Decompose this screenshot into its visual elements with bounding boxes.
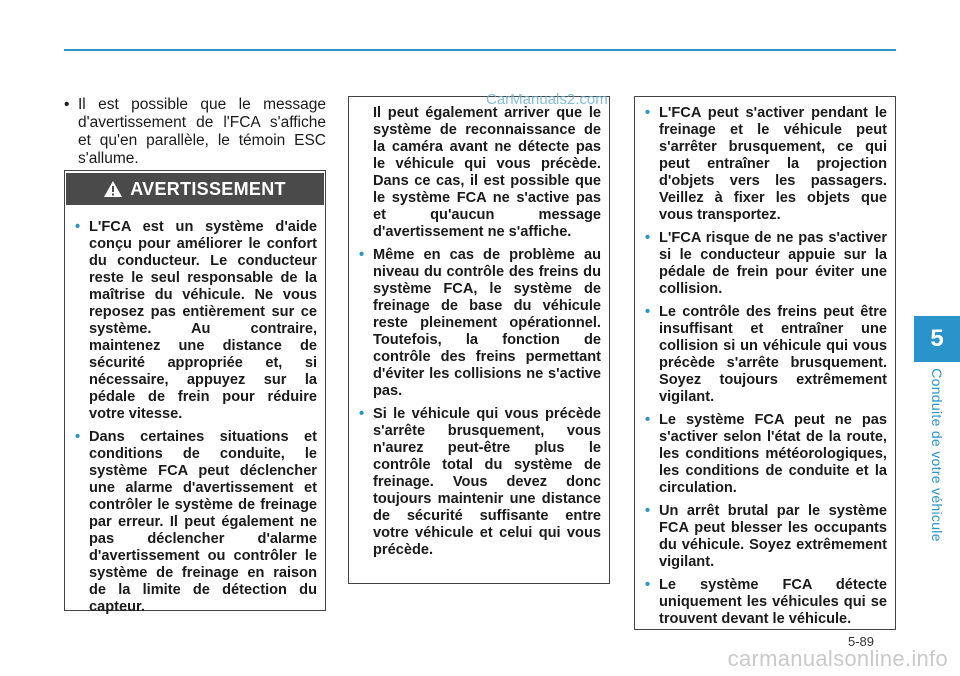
right-item: • Le système FCA peut ne pas s'activer selon l'état de la route, les conditions météorologiques, les conditions de conduite et la circulation. (645, 412, 887, 497)
warning-header (66, 173, 324, 205)
intro-section (64, 96, 326, 168)
chapter-tab (914, 316, 960, 362)
right-item: • L'FCA peut s'activer pendant le freinage et le véhicule peut s'arrêter brusquement, ce qui peut entraîner la projection d'objets vers les passagers. Veillez à fixer les objets que vous transportez. (645, 105, 887, 224)
warning-header-label: AVERTISSEMENT (130, 178, 286, 199)
continuation-paragraph: Il peut également arriver que le système de reconnaissance de la caméra avant ne détecte pas le véhicule qui vous précède. Dans ce cas, il est possible que le système FCA ne s'active pas et qu'aucun message d'avertissement ne s'affiche. (373, 105, 601, 240)
top-rule (64, 49, 896, 51)
chapter-number: 5 (930, 325, 944, 352)
middle-item: • Si le véhicule qui vous précède s'arrête brusquement, vous n'aurez peut-être plus le contrôle total du système de freinage. Vous devez donc toujours maintenir une distance de sécurité suffisante entre votre véhicule et celui qui vous précède. (359, 406, 601, 559)
right-item: • Le système FCA détecte uniquement les véhicules qui se trouvent devant le véhicule. (645, 577, 887, 628)
watermark-bottom: carmanualsonline.info (727, 646, 948, 671)
right-list (635, 97, 895, 628)
warning-box-continued (348, 96, 610, 584)
middle-list (349, 247, 609, 559)
right-item: • Un arrêt brutal par le système FCA peut blesser les occupants du véhicule. Soyez extrêmement vigilant. (645, 503, 887, 571)
watermark-top: CarManuals2.com (486, 91, 608, 108)
warning-triangle-icon (104, 181, 122, 197)
warning-item: • Dans certaines situations et conditions de conduite, le système FCA peut déclencher une alarme d'avertissement et contrôler le système de freinage par erreur. Il peut également ne pas déclencher d'alarme d'avertissement ou contrôler le système de freinage en raison de la limite de détection du capteur. (75, 429, 317, 616)
intro-item: • Il est possible que le message d'avertissement de l'FCA s'affiche et qu'en parallèle, le témoin ESC s'allume. (64, 96, 326, 168)
warning-box-right (634, 96, 896, 630)
middle-item: • Même en cas de problème au niveau du contrôle des freins du système FCA, le système de freinage de base du véhicule reste pleinement opérationnel. Toutefois, la fonction de contrôle des freins permettant d'éviter les collisions ne s'active pas. (359, 247, 601, 400)
warning-box (64, 170, 326, 615)
warning-list (65, 205, 325, 616)
chapter-side-title: Conduite de votre véhicule (929, 368, 945, 542)
warning-item: • L'FCA est un système d'aide conçu pour améliorer le confort du conducteur. Le conducteur reste le seul responsable de la maîtrise du véhicule. Ne vous reposez pas entièrement sur ce système. Au contraire, maintenez une distance de sécurité appropriée et, si nécessaire, appuyez sur la pédale de frein pour réduire votre vitesse. (75, 219, 317, 423)
right-item: • L'FCA risque de ne pas s'activer si le conducteur appuie sur la pédale de frein pour éviter une collision. (645, 230, 887, 298)
intro-list (64, 96, 326, 168)
right-item: • Le contrôle des freins peut être insuffisant et entraîner une collision si un véhicule qui vous précède s'arrête brusquement. Soyez toujours extrêmement vigilant. (645, 304, 887, 406)
page-number: 5-89 (848, 634, 875, 649)
